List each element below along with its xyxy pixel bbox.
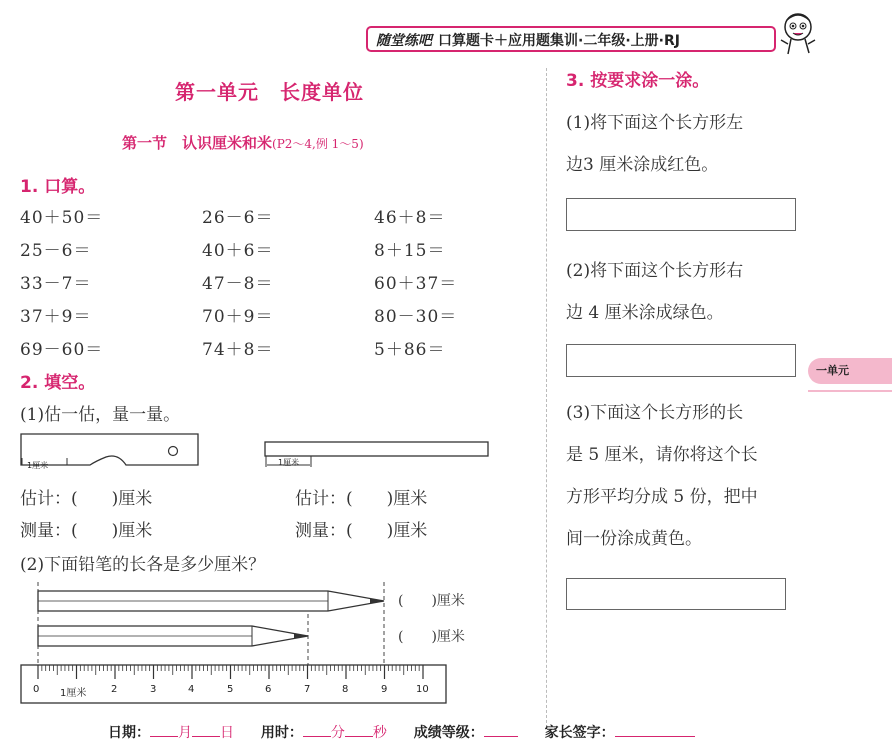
date-label: 日期：: [108, 725, 150, 741]
calc-item: 70＋9＝: [202, 307, 274, 327]
calc-item: 40＋50＝: [20, 208, 104, 228]
pencil2-answer: ( )厘米: [398, 629, 465, 645]
calc-item: 46＋8＝: [374, 208, 446, 228]
q3-sub1-line1: (1)将下面这个长方形左: [566, 113, 744, 133]
calc-item: 33－7＝: [20, 274, 92, 294]
ruler-tick-label: 0: [33, 684, 40, 695]
column-divider: [546, 68, 547, 728]
calc-item: 26－6＝: [202, 208, 274, 228]
ruler-tick-label: 2: [111, 684, 118, 695]
q2-sub2: (2)下面铅笔的长各是多少厘米？: [20, 555, 266, 575]
q3-sub3-line1: (3)下面这个长方形的长: [566, 403, 744, 423]
estimate-left: 估计：( )厘米: [20, 489, 153, 509]
calc-item: 47－8＝: [202, 274, 274, 294]
side-tab-line: [808, 390, 892, 392]
ruler-tick-labels: [20, 684, 450, 698]
q3-sub2-line2: 边 4 厘米涂成绿色。: [566, 303, 724, 323]
measure-right: 测量：( )厘米: [295, 521, 428, 541]
second-field[interactable]: [345, 736, 373, 737]
grade-field[interactable]: [484, 736, 518, 737]
grade-label: 成绩等级：: [413, 725, 484, 741]
ruler-label-left: 1厘米: [27, 461, 49, 470]
calc-item: 37＋9＝: [20, 307, 92, 327]
estimate-right: 估计：( )厘米: [295, 489, 428, 509]
ruler-tick-label: 9: [381, 684, 388, 695]
q2-heading: 2. 填空。: [20, 373, 96, 393]
q1-heading: 1. 口算。: [20, 177, 96, 197]
calc-item: 60＋37＝: [374, 274, 458, 294]
ruler-label-right: 1厘米: [278, 458, 300, 467]
series-name: 随堂练吧: [376, 33, 432, 49]
ruler-tick-label: 4: [188, 684, 195, 695]
mascot-icon: [778, 10, 818, 58]
rectangle-green[interactable]: [566, 344, 796, 377]
book-title: 口算题卡＋应用题集训·二年级·上册·RJ: [438, 33, 680, 49]
section-label: 第一节 认识厘米和米: [122, 134, 273, 152]
month-field[interactable]: [150, 736, 178, 737]
rectangle-red[interactable]: [566, 198, 796, 231]
day-label: 日: [220, 725, 234, 741]
time-label: 用时：: [260, 725, 303, 741]
section-ref: (P2～4,例 1～5): [272, 137, 364, 151]
minute-field[interactable]: [303, 736, 331, 737]
calc-item: 80－30＝: [374, 307, 458, 327]
calc-item: 74＋8＝: [202, 340, 274, 360]
rectangle-yellow[interactable]: [566, 578, 786, 610]
day-field[interactable]: [192, 736, 220, 737]
ruler-tick-label: 5: [227, 684, 234, 695]
measure-left: 测量：( )厘米: [20, 521, 153, 541]
ruler-tick-label: 8: [342, 684, 349, 695]
q3-sub3-line3: 方形平均分成 5 份，把中: [566, 487, 758, 507]
ruler-tick-label: 10: [416, 684, 429, 695]
ruler-tick-label: 6: [265, 684, 272, 695]
calc-item: 40＋6＝: [202, 241, 274, 261]
pencil1-answer: ( )厘米: [398, 593, 465, 609]
calc-item: 25－6＝: [20, 241, 92, 261]
calc-item: 5＋86＝: [374, 340, 446, 360]
q2-sub1: (1)估一估，量一量。: [20, 405, 181, 425]
q3-sub3-line4: 间一份涂成黄色。: [566, 529, 702, 549]
sign-field[interactable]: [615, 736, 695, 737]
minute-label: 分: [330, 725, 345, 741]
q3-heading: 3. 按要求涂一涂。: [566, 71, 710, 91]
unit-side-tab: 一单元: [808, 358, 892, 384]
sign-label: 家长签字：: [544, 725, 615, 741]
section-title: [122, 132, 364, 153]
month-label: 月: [178, 725, 192, 741]
header-title: [376, 30, 680, 50]
q3-sub2-line1: (2)将下面这个长方形右: [566, 261, 744, 281]
unit-title: 第一单元 长度单位: [175, 80, 364, 104]
ruler-tick-label: 1厘米: [60, 688, 87, 699]
calc-item: 8＋15＝: [374, 241, 446, 261]
ruler-tick-label: 7: [304, 684, 311, 695]
second-label: 秒: [372, 725, 387, 741]
calc-item: 69－60＝: [20, 340, 104, 360]
footer: [108, 722, 695, 742]
q3-sub1-line2: 边3 厘米涂成红色。: [566, 155, 719, 175]
ruler-tick-label: 3: [150, 684, 157, 695]
q3-sub3-line2: 是 5 厘米，请你将这个长: [566, 445, 758, 465]
